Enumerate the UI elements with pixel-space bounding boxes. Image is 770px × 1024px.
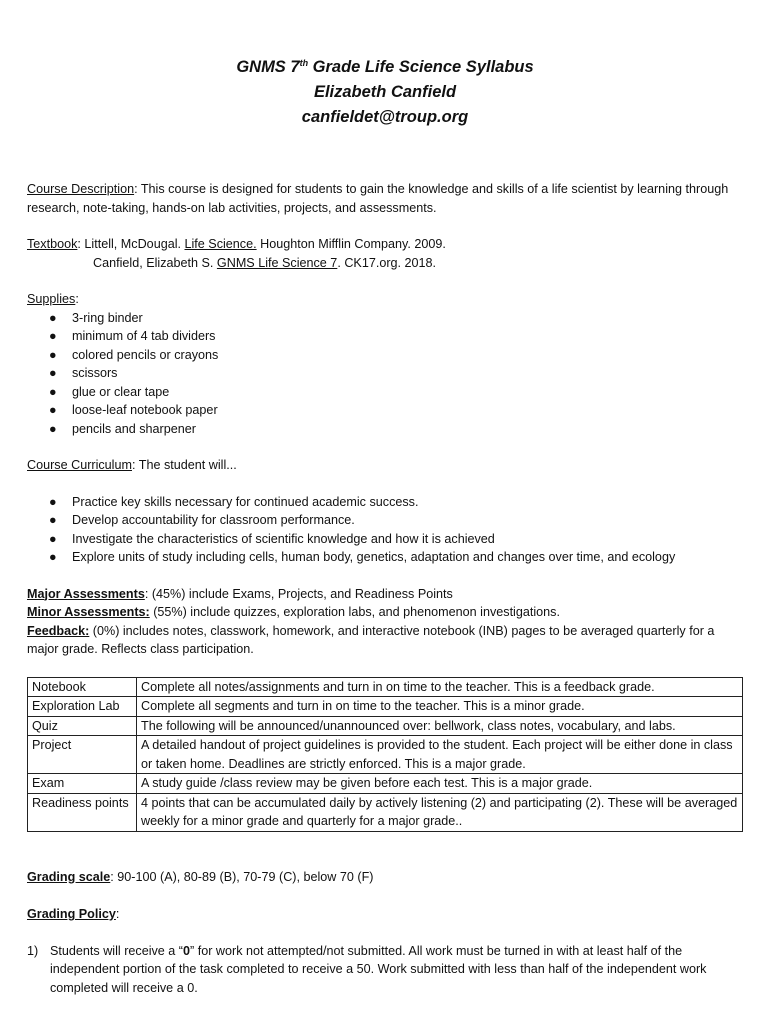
textbook-line-1 xyxy=(27,235,743,254)
grading-policy-heading xyxy=(27,905,743,924)
textbook-label: Textbook xyxy=(27,237,78,251)
supplies-list xyxy=(27,309,743,439)
table-cell-category: Project xyxy=(28,736,137,774)
table-cell-category: Notebook xyxy=(28,677,137,697)
teacher-name: Elizabeth Canfield xyxy=(313,83,457,101)
grading-scale-text: : 90-100 (A), 80-89 (B), 70-79 (C), below 70 (F) xyxy=(110,869,374,884)
course-description-text: This course is designed for students to gain the knowledge and skills of a life scientist by learning through research, note-taking, hands-on lab activities, projects, and assessments. xyxy=(27,182,729,215)
textbook-line-1-pre: : Littell, McDougal. xyxy=(77,237,185,251)
list-item xyxy=(27,327,743,346)
major-assessments-text: : (45%) include Exams, Projects, and Readiness Points xyxy=(144,586,453,601)
document-title xyxy=(27,55,743,80)
title-superscript: th xyxy=(299,58,309,68)
list-item xyxy=(27,364,743,383)
table-cell-description: Complete all segments and turn in on time to the teacher. This is a minor grade. xyxy=(137,697,743,717)
list-item-text: pencils and sharpener xyxy=(72,421,196,436)
table-cell-description: The following will be announced/unannounced over: bellwork, class notes, vocabulary, and labs. xyxy=(137,716,743,736)
grading-policy-colon: : xyxy=(115,907,120,921)
list-item-text: scissors xyxy=(72,366,118,380)
table-cell-category: Exam xyxy=(28,774,137,794)
bullet-icon: ● xyxy=(49,366,57,380)
feedback-label: Feedback: xyxy=(27,623,90,638)
course-description-label: Course Description xyxy=(27,182,135,196)
curriculum-list xyxy=(27,493,743,567)
list-item xyxy=(27,942,743,998)
list-item xyxy=(27,493,743,512)
supplies-label: Supplies xyxy=(27,292,76,306)
textbook-line-2-post: . CK17.org. 2018. xyxy=(337,255,437,270)
table-row xyxy=(28,774,743,794)
curriculum-intro: : The student will... xyxy=(131,458,237,472)
syllabus-page xyxy=(27,0,743,997)
list-item-text: 3-ring binder xyxy=(72,310,143,325)
minor-assessments-label: Minor Assessments: xyxy=(27,605,150,619)
list-item-text: Practice key skills necessary for continued academic success. xyxy=(72,494,419,509)
list-number: 1) xyxy=(27,943,39,958)
table-cell-description: Complete all notes/assignments and turn in on time to the teacher. This is a feedback grade. xyxy=(137,677,743,697)
table-row xyxy=(28,677,743,697)
textbook-title-2: GNMS Life Science 7 xyxy=(216,255,338,270)
list-item-text: glue or clear tape xyxy=(72,384,170,399)
major-assessments-label: Major Assessments xyxy=(27,586,145,601)
policy-text-post: ” for work not attempted/not submitted. All work must be turned in with at least half of the independent portion of the task completed to receive a 50. Work submitted with less than half of the independent work completed will receive a 0. xyxy=(50,943,707,995)
bullet-icon: ● xyxy=(49,403,57,417)
supplies-colon: : xyxy=(75,292,79,306)
grading-scale xyxy=(27,868,743,887)
list-item xyxy=(27,530,743,549)
title-suffix: Grade Life Science Syllabus xyxy=(308,58,534,76)
list-item xyxy=(27,309,743,328)
document-header xyxy=(27,55,743,130)
supplies-heading xyxy=(27,290,743,309)
list-item-text: Develop accountability for classroom performance. xyxy=(72,513,355,527)
list-item-text: minimum of 4 tab dividers xyxy=(72,329,216,343)
list-item-text: Investigate the characteristics of scientific knowledge and how it is achieved xyxy=(72,531,495,546)
bullet-icon: ● xyxy=(49,513,57,527)
textbook-line-1-post: Houghton Mifflin Company. 2009. xyxy=(256,237,446,251)
textbook-title-1: Life Science. xyxy=(184,237,257,251)
table-cell-description: 4 points that can be accumulated daily by actively listening (2) and participating (2). These will be averaged weekly for a minor grade and quarterly for a major grade.. xyxy=(137,793,743,831)
feedback xyxy=(27,622,743,659)
grading-scale-label: Grading scale xyxy=(27,869,111,884)
textbook-line-2 xyxy=(27,254,743,273)
bullet-icon: ● xyxy=(49,384,57,399)
list-item-text: loose-leaf notebook paper xyxy=(72,403,218,417)
bullet-icon: ● xyxy=(49,329,57,343)
bullet-icon: ● xyxy=(49,550,57,564)
bullet-icon: ● xyxy=(49,310,57,325)
table-row xyxy=(28,736,743,774)
list-item xyxy=(27,420,743,439)
bullet-icon: ● xyxy=(49,347,57,362)
curriculum-section xyxy=(27,456,743,567)
curriculum-heading xyxy=(27,456,743,475)
grading-policy-list xyxy=(27,942,743,998)
list-item-text: Explore units of study including cells, human body, genetics, adaptation and changes over time, and ecology xyxy=(72,550,676,564)
table-cell-category: Quiz xyxy=(28,716,137,736)
grading-policy-label: Grading Policy xyxy=(27,907,116,921)
assessments-section xyxy=(27,585,743,659)
supplies-section xyxy=(27,290,743,438)
course-description-colon: : xyxy=(134,182,138,196)
policy-text-pre: Students will receive a “ xyxy=(50,943,183,958)
table-row xyxy=(28,793,743,831)
bullet-icon: ● xyxy=(49,494,57,509)
curriculum-label: Course Curriculum xyxy=(27,458,132,472)
table-row xyxy=(28,697,743,717)
bullet-icon: ● xyxy=(49,531,57,546)
textbook-section xyxy=(27,235,743,272)
textbook-line-2-pre: Canfield, Elizabeth S. xyxy=(93,255,217,270)
title-prefix: GNMS 7 xyxy=(236,58,300,76)
list-item xyxy=(27,346,743,365)
policy-text-bold: 0 xyxy=(183,943,191,958)
list-item xyxy=(27,383,743,402)
minor-assessments xyxy=(27,603,743,622)
teacher-email: canfieldet@troup.org xyxy=(301,108,469,126)
table-cell-category: Exploration Lab xyxy=(28,697,137,717)
course-description xyxy=(27,180,743,217)
list-item-text: colored pencils or crayons xyxy=(72,347,219,362)
list-item xyxy=(27,548,743,567)
feedback-text: (0%) includes notes, classwork, homework, and interactive notebook (INB) pages to be averaged quarterly for a major grade. Reflects class participation. xyxy=(27,623,715,656)
table-cell-description: A detailed handout of project guidelines is provided to the student. Each project will be either done in class or taken home. Deadlines are strictly enforced. This is a major grade. xyxy=(137,736,743,774)
grade-categories-table xyxy=(27,677,743,832)
table-cell-category: Readiness points xyxy=(28,793,137,831)
list-item xyxy=(27,401,743,420)
list-item xyxy=(27,511,743,530)
table-cell-description: A study guide /class review may be given before each test. This is a major grade. xyxy=(137,774,743,794)
bullet-icon: ● xyxy=(49,421,57,436)
minor-assessments-text: (55%) include quizzes, exploration labs, and phenomenon investigations. xyxy=(149,605,560,619)
table-row xyxy=(28,716,743,736)
major-assessments xyxy=(27,585,743,604)
